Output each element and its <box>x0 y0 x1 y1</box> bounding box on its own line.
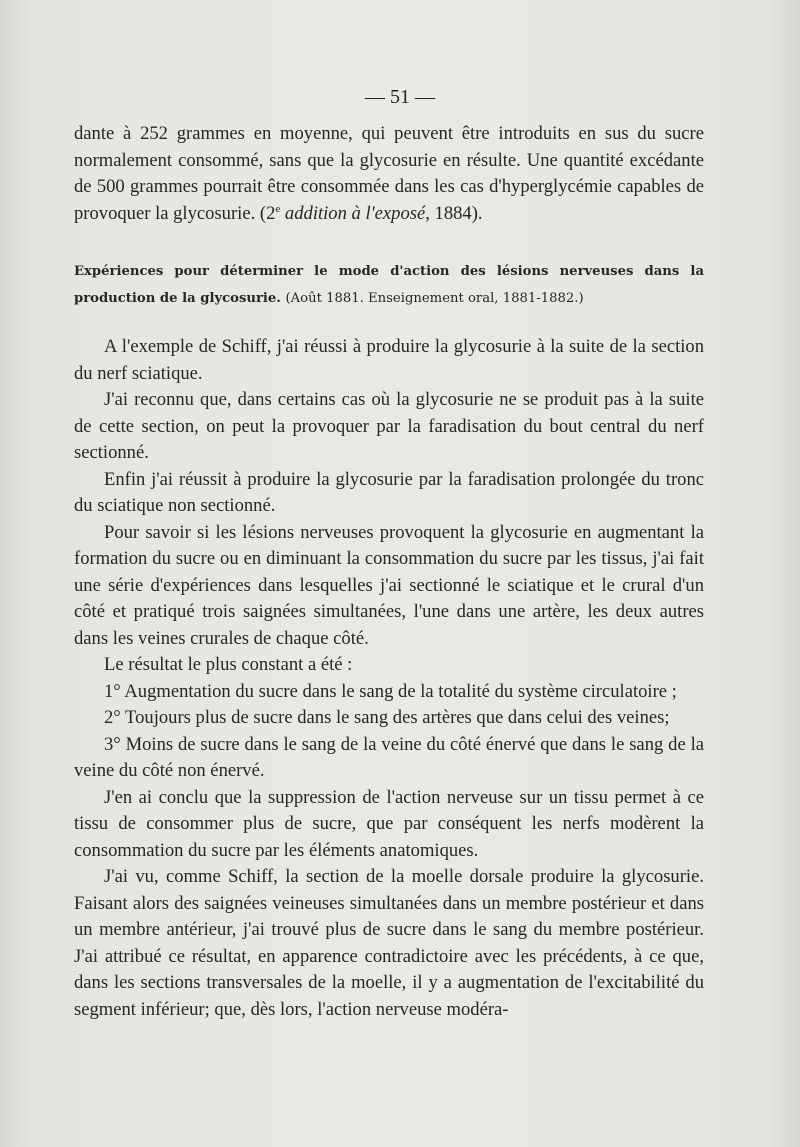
section-heading <box>74 258 704 312</box>
body-block <box>74 334 704 1023</box>
section-heading-bold: Expériences pour déterminer le mode d'action des lésions nerveuses dans la production de la glycosurie. <box>74 264 704 306</box>
intro-paragraph <box>74 121 704 227</box>
intro-citation: addition à l'exposé <box>284 202 426 224</box>
intro-citation-end: , 1884). <box>425 202 483 224</box>
paragraph-conclusion: J'en ai conclu que la suppression de l'action nerveuse sur un tissu permet à ce tissu de consommer plus de sucre, que par conséquent les nerfs modèrent la consommation du sucre par les éléments anatomiques. <box>74 786 704 861</box>
list-item-1: 1° Augmentation du sucre dans le sang de la totalité du système circulatoire ; <box>104 680 677 702</box>
intro-text: dante à 252 grammes en moyenne, qui peuvent être introduits en sus du sucre normalement consommé, sans que la glycosurie en résulte. Une quantité excédante de 500 grammes pourrait être consommée dans les cas d'hyperglycémie capables de provoquer la glycosurie. (2 <box>74 123 704 224</box>
paragraph-schiff-sciatique: A l'exemple de Schiff, j'ai réussi à produire la glycosurie à la suite de la section du nerf sciatique. <box>74 336 704 384</box>
paragraph-faradisation-prolongee: Enfin j'ai réussit à produire la glycosurie par la faradisation prolongée du tronc du sciatique non sectionné. <box>74 468 704 516</box>
paragraph-resultat-intro: Le résultat le plus constant a été : <box>104 654 353 675</box>
page-number: — 51 — <box>365 86 435 108</box>
list-item-3: 3° Moins de sucre dans le sang de la veine du côté énervé que dans le sang de la veine du côté non énervé. <box>74 733 704 781</box>
section-heading-date: (Août 1881. Enseignement oral, 1881-1882.) <box>285 291 584 306</box>
paragraph-moelle-dorsale: J'ai vu, comme Schiff, la section de la moelle dorsale produire la glycosurie. Faisant alors des saignées veineuses simultanées dans un membre postérieur et dans un membre antérieur, j'ai trouvé plus de sucre dans le sang du membre postérieur. J'ai attribué ce résultat, en apparence contradictoire avec les précédents, à ce que, dans les sections transversales de la moelle, il y a augmentation de l'excitabilité du segment inférieur; que, dès lors, l'action nerveuse modéra- <box>74 866 704 1020</box>
list-item-2: 2° Toujours plus de sucre dans le sang des artères que dans celui des veines; <box>104 707 670 728</box>
intro-block <box>74 121 704 227</box>
paragraph-experiences-saignees: Pour savoir si les lésions nerveuses provoquent la glycosurie en augmentant la formation du sucre ou en diminuant la consommation du sucre par les tissus, j'ai fait une série d'expériences dans lesquelles j'ai sectionné le sciatique et le crural d'un côté et pratiqué trois saignées simultanées, l'une dans une artère, les deux autres dans les veines crurales de chaque côté. <box>74 521 704 649</box>
section-heading-block <box>74 258 704 312</box>
intro-superscript: e <box>275 202 281 215</box>
paragraph-faradisation-central: J'ai reconnu que, dans certains cas où la glycosurie ne se produit pas à la suite de cette section, on peut la provoquer par la faradisation du bout central du nerf sectionné. <box>74 389 704 463</box>
